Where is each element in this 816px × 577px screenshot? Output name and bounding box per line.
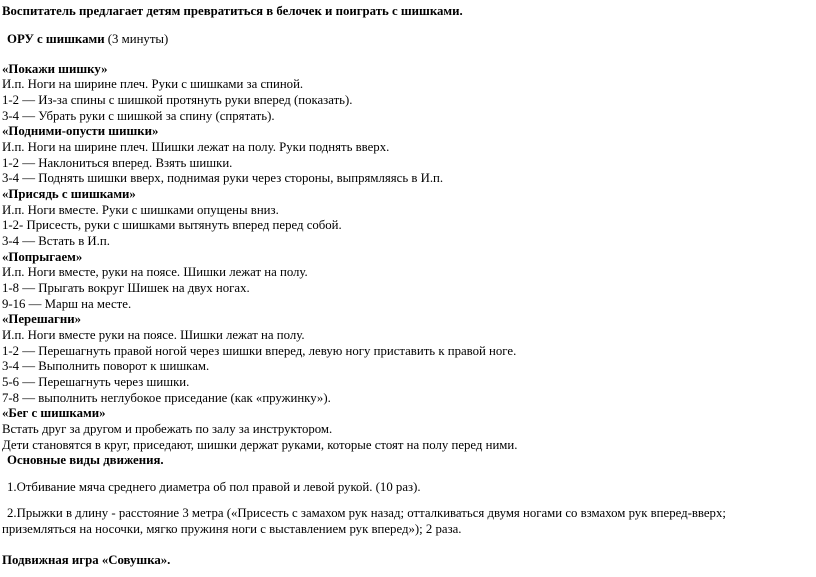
main-movements-title: Основные виды движения. <box>7 453 164 468</box>
exercise-line: 1-8 — Прыгать вокруг Шишек на двух ногах. <box>2 281 250 296</box>
exercise-line: 7-8 — выполнить неглубокое приседание (как «пружинку»). <box>2 390 331 405</box>
intro-text: Воспитатель предлагает детям превратиться в белочек и поиграть с шишками. <box>2 3 463 18</box>
oru-title: ОРУ с шишками <box>7 32 105 47</box>
exercise-line: 1-2 — Перешагнуть правой ногой через шишки вперед, левую ногу приставить к правой ноге. <box>2 343 517 358</box>
exercise-line: И.п. Ноги на ширине плеч. Шишки лежат на полу. Руки поднять вверх. <box>2 140 390 155</box>
oru-duration: (3 минуты) <box>107 32 169 47</box>
exercise-line: 3-4 — Убрать руки с шишкой за спину (спрятать). <box>2 108 275 123</box>
exercise-line: 1-2 — Наклониться вперед. Взять шишки. <box>2 155 233 170</box>
exercise-line: И.п. Ноги вместе руки на поясе. Шишки лежат на полу. <box>2 328 305 343</box>
exercise-title: «Перешагни» <box>2 312 81 327</box>
game-title: Подвижная игра «Совушка». <box>2 553 171 568</box>
exercise-title: «Бег с шишками» <box>2 406 106 421</box>
exercise-line: 3-4 — Выполнить поворот к шишкам. <box>2 359 210 374</box>
exercise-title: «Покажи шишку» <box>2 61 108 76</box>
exercise-title: «Попрыгаем» <box>2 249 83 264</box>
exercise-title: «Подними-опусти шишки» <box>2 124 159 139</box>
exercise-line: 5-6 — Перешагнуть через шишки. <box>2 375 190 390</box>
movement-item-1: 1.Отбивание мяча среднего диаметра об пол правой и левой рукой. (10 раз). <box>7 480 421 495</box>
exercise-line: И.п. Ноги на ширине плеч. Руки с шишками за спиной. <box>2 77 304 92</box>
oru-heading <box>7 32 168 48</box>
exercise-line: 9-16 — Марш на месте. <box>2 296 132 311</box>
exercise-line: И.п. Ноги вместе. Руки с шишками опущены вниз. <box>2 202 279 217</box>
exercise-line: 3-4 — Поднять шишки вверх, поднимая руки через стороны, выпрямляясь в И.п. <box>2 171 444 186</box>
exercise-line: И.п. Ноги вместе, руки на поясе. Шишки лежат на полу. <box>2 265 308 280</box>
movement-item-2: 2.Прыжки в длину - расстояние 3 метра («Присесть с замахом рук назад; отталкиваться двумя ногами со взмахом рук вперед-вверх; приземляться на носочки, мягко пружиня ноги с выставлением рук вперед»); 2 раза. <box>2 506 726 536</box>
exercise-line: 1-2 — Из-за спины с шишкой протянуть руки вперед (показать). <box>2 93 353 108</box>
exercise-line: Дети становятся в круг, приседают, шишки держат руками, которые стоят на полу перед ними. <box>2 437 518 452</box>
exercise-line: Встать друг за другом и пробежать по залу за инструктором. <box>2 422 333 437</box>
exercise-title: «Присядь с шишками» <box>2 187 136 202</box>
exercise-line: 1-2- Присесть, руки с шишками вытянуть вперед перед собой. <box>2 218 342 233</box>
exercise-line: 3-4 — Встать в И.п. <box>2 234 110 249</box>
